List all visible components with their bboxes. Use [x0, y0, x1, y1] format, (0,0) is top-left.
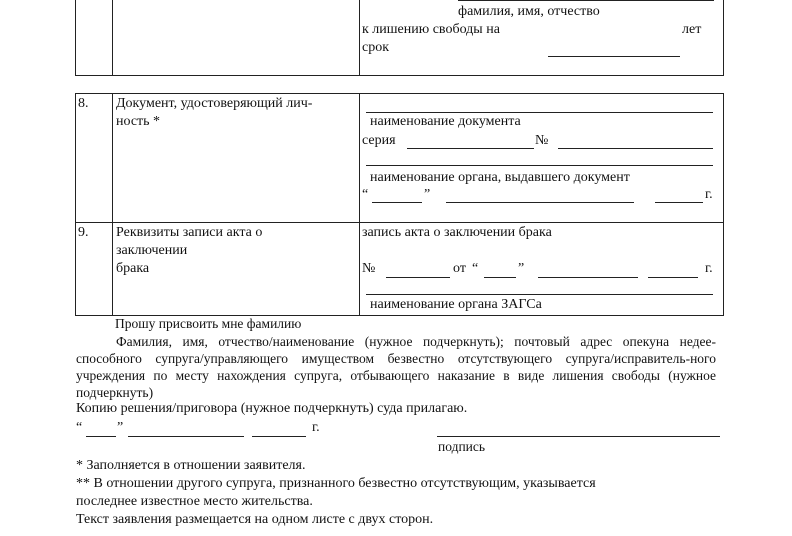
marriage-record-title: запись акта о заключении брака [362, 225, 552, 240]
sign-date-quote-close: ” [117, 420, 124, 435]
signature-caption: подпись [438, 439, 486, 454]
table-top-bottom-border [75, 75, 724, 76]
sign-year-suffix: г. [312, 420, 320, 435]
issue-day-blank-line [372, 202, 422, 203]
issue-year-blank-line [655, 202, 703, 203]
table-main-divider-2 [359, 93, 360, 315]
sign-year-blank-line [252, 436, 306, 437]
table-top-right-border [723, 0, 724, 75]
record-month-blank-line [538, 277, 638, 278]
table-row-divider [75, 222, 724, 223]
row9-label-line2: заключении [116, 243, 188, 258]
sign-month-blank-line [128, 436, 244, 437]
table-top-left-border [75, 0, 76, 75]
fio-caption: фамилия, имя, отчество [458, 4, 600, 19]
table-top-divider-1 [112, 0, 113, 75]
issue-date-quote-close: ” [424, 187, 431, 202]
fio-blank-line [458, 0, 714, 1]
row9-label-line3: брака [116, 261, 150, 276]
zags-blank-line [366, 294, 713, 295]
footnote-missing-spouse-line1: ** В отношении другого супруга, признанного безвестно отсутствующим, указывается [76, 476, 596, 491]
table-main-left-border [75, 93, 76, 315]
record-date-quote-open: “ [472, 261, 479, 276]
table-main-right-border [723, 93, 724, 315]
issue-year-suffix: г. [705, 187, 713, 202]
table-main-divider-1 [112, 93, 113, 315]
term-blank-line [548, 56, 680, 57]
row9-label-line1: Реквизиты записи акта о [116, 225, 263, 240]
record-number-blank-line [386, 277, 450, 278]
record-year-blank-line [648, 277, 698, 278]
record-date-quote-close: ” [518, 261, 525, 276]
series-label: серия [362, 133, 396, 148]
footnote-missing-spouse-line2: последнее известное место жительства. [76, 494, 313, 509]
sign-day-blank-line [86, 436, 116, 437]
footnote-applicant: * Заполняется в отношении заявителя. [76, 458, 306, 473]
deprivation-label: к лишению свободы на [362, 22, 500, 37]
series-blank-line [407, 148, 534, 149]
term-label: срок [362, 40, 390, 55]
guardian-paragraph: Фамилия, имя, отчество/наименование (нужное подчеркнуть); почтовый адрес опекуна недее-способного супруга/управляющего имуществом безвестно отсутствующего супруга/исправитель-ного учреждения по месту нахождения супруга, отбывающего наказание в виде лишения свободы (нужное подчеркнуть) [76, 334, 716, 400]
surname-request: Прошу присвоить мне фамилию [115, 316, 302, 331]
sign-date-quote-open: “ [76, 420, 83, 435]
row8-label-line1: Документ, удостоверяющий лич- [116, 96, 313, 111]
record-day-blank-line [484, 277, 516, 278]
record-from-label: от [453, 261, 466, 276]
issuer-blank-line [366, 165, 713, 166]
doc-name-blank-line [366, 112, 713, 113]
row8-label-line2: ность * [116, 114, 161, 129]
table-main-top-border [75, 93, 724, 94]
issue-date-quote-open: “ [362, 187, 369, 202]
signature-blank-line [437, 436, 720, 437]
doc-number-sign: № [535, 133, 549, 148]
footnote-layout-note: Текст заявления размещается на одном листе с двух сторон. [76, 512, 434, 527]
doc-name-caption: наименование документа [370, 114, 521, 129]
doc-number-blank-line [558, 148, 713, 149]
years-label: лет [682, 22, 702, 37]
zags-caption: наименование органа ЗАГСа [370, 297, 542, 312]
issuer-caption: наименование органа, выдавшего документ [370, 170, 630, 185]
table-top-divider-2 [359, 0, 360, 75]
row8-number: 8. [78, 96, 89, 111]
record-year-suffix: г. [705, 261, 713, 276]
issue-month-blank-line [446, 202, 634, 203]
record-number-sign: № [362, 261, 376, 276]
attach-copy-text: Копию решения/приговора (нужное подчеркнуть) суда прилагаю. [76, 401, 468, 416]
row9-number: 9. [78, 225, 89, 240]
